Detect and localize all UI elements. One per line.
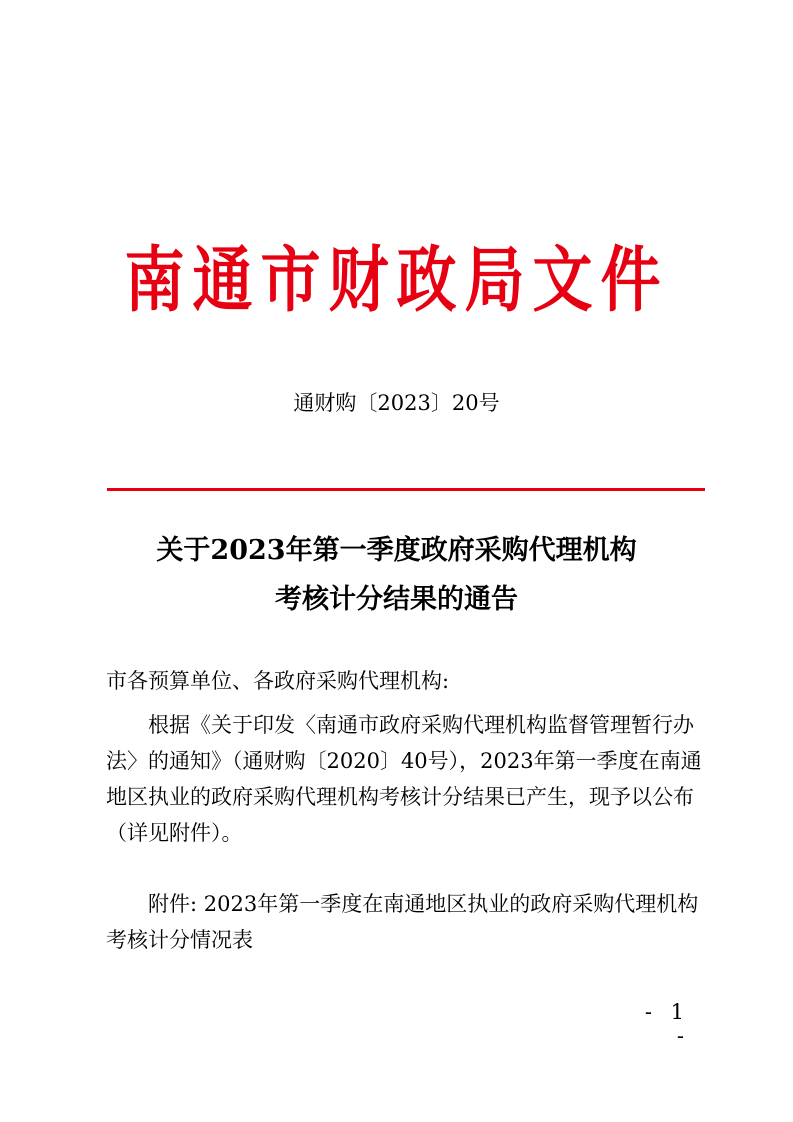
paragraph-line: （详见附件）。 — [106, 821, 243, 845]
paragraph-line: 根据《关于印发〈南通市政府采购代理机构监督管理暂行办 — [148, 713, 694, 737]
red-divider-line — [107, 488, 705, 491]
paragraph-line: 地区执业的政府采购代理机构考核计分结果已产生，现予以公布 — [106, 785, 694, 809]
notice-title-line-1: 关于2023年第一季度政府采购代理机构 — [156, 535, 637, 566]
attachment-line: 考核计分情况表 — [106, 928, 253, 952]
document-number: 通财购〔2023〕20号 — [293, 391, 500, 415]
salutation: 市各预算单位、各政府采购代理机构: — [106, 669, 450, 693]
page-number: - 1 - — [644, 1000, 690, 1048]
notice-title-line-2: 考核计分结果的通告 — [275, 584, 518, 615]
masthead-title: 南通市财政局文件 — [124, 239, 669, 323]
attachment-note — [106, 889, 699, 961]
attachment-line: 附件: 2023年第一季度在南通地区执业的政府采购代理机构 — [148, 892, 699, 916]
body-paragraph — [106, 710, 702, 854]
paragraph-line: 法〉的通知》（通财购〔2020〕40号），2023年第一季度在南通 — [106, 749, 702, 773]
